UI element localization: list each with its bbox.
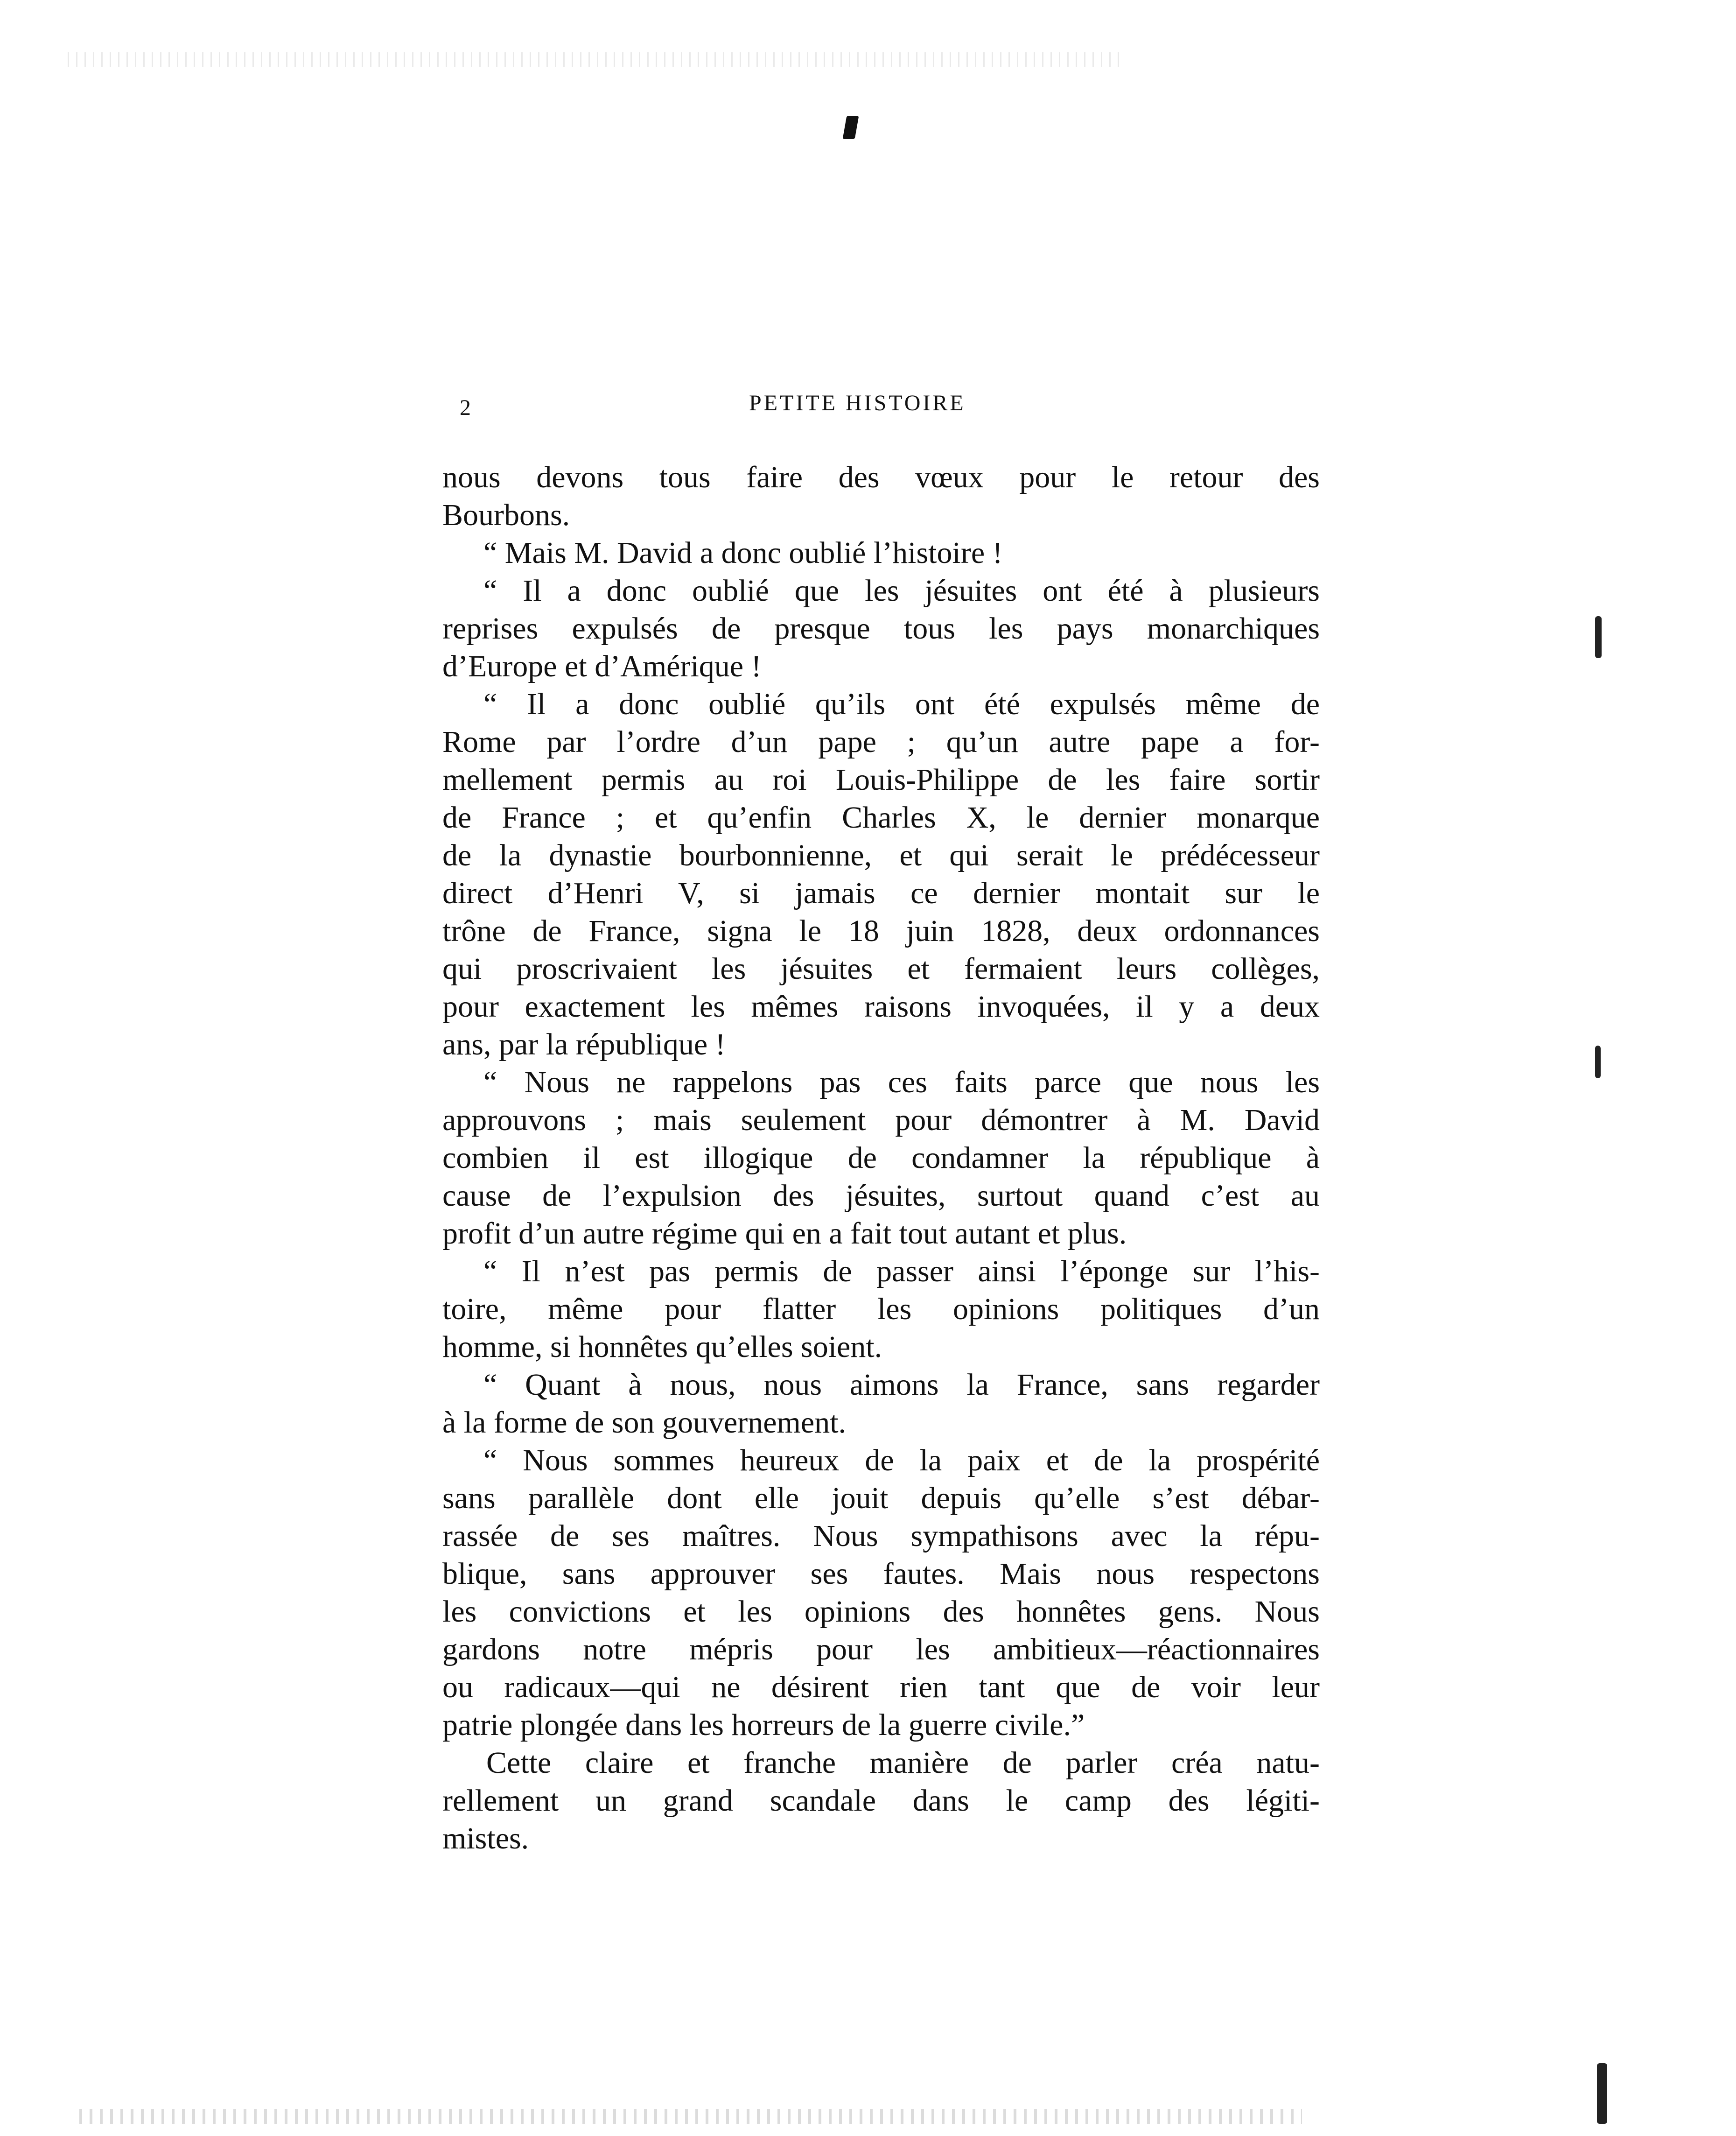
text-line: “ Il n’est pas permis de passer ainsi l’éponge sur l’his-	[483, 1254, 1320, 1288]
text-line: pour exactement les mêmes raisons invoquées, il y a deux	[442, 990, 1320, 1024]
scan-mark	[843, 116, 859, 139]
text-line: de France ; et qu’enfin Charles X, le dernier monarque	[442, 801, 1320, 835]
text-line: “ Nous sommes heureux de la paix et de la prospérité	[483, 1443, 1320, 1477]
body-text	[442, 458, 1320, 1857]
text-line: sans parallèle dont elle jouit depuis qu’elle s’est débar-	[442, 1481, 1320, 1515]
text-line: à la forme de son gouvernement.	[442, 1405, 847, 1440]
scan-edge-mark	[1597, 2063, 1607, 2124]
text-line: “ Quant à nous, nous aimons la France, sans regarder	[483, 1368, 1320, 1402]
running-title: PETITE HISTOIRE	[749, 391, 966, 415]
scan-edge-mark	[1595, 1046, 1601, 1078]
text-line: blique, sans approuver ses fautes. Mais nous respectons	[442, 1557, 1320, 1591]
text-line: trône de France, signa le 18 juin 1828, deux ordonnances	[442, 914, 1320, 948]
scan-noise-top	[68, 52, 1122, 67]
text-line: d’Europe et d’Amérique !	[442, 649, 762, 683]
text-line: Cette claire et franche manière de parler créa natu-	[486, 1746, 1320, 1780]
text-line: mellement permis au roi Louis-Philippe de les faire sortir	[442, 763, 1320, 797]
text-line: qui proscrivaient les jésuites et fermaient leurs collèges,	[442, 952, 1320, 986]
text-line: combien il est illogique de condamner la république à	[442, 1141, 1320, 1175]
text-line: Bourbons.	[442, 498, 570, 532]
text-line: “ Il a donc oublié qu’ils ont été expulsés même de	[483, 687, 1320, 721]
text-line: cause de l’expulsion des jésuites, surtout quand c’est au	[442, 1179, 1320, 1213]
text-line: approuvons ; mais seulement pour démontrer à M. David	[442, 1103, 1320, 1137]
text-line: de la dynastie bourbonnienne, et qui serait le prédécesseur	[442, 838, 1320, 872]
text-line: direct d’Henri V, si jamais ce dernier montait sur le	[442, 876, 1320, 910]
scan-edge-mark	[1595, 616, 1602, 658]
text-line: homme, si honnêtes qu’elles soient.	[442, 1330, 882, 1364]
text-line: mistes.	[442, 1821, 529, 1855]
scan-noise-bottom	[79, 2109, 1302, 2124]
text-line: “ Il a donc oublié que les jésuites ont été à plusieurs	[483, 574, 1320, 608]
text-line: “ Nous ne rappelons pas ces faits parce que nous les	[483, 1065, 1320, 1099]
running-head	[460, 392, 1001, 429]
text-line: “ Mais M. David a donc oublié l’histoire !	[483, 536, 1003, 570]
text-line: nous devons tous faire des vœux pour le retour des	[442, 460, 1320, 494]
text-line: patrie plongée dans les horreurs de la guerre civile.”	[442, 1708, 1085, 1742]
text-line: rellement un grand scandale dans le camp des légiti-	[442, 1784, 1320, 1818]
text-line: ans, par la république !	[442, 1027, 726, 1061]
text-line: reprises expulsés de presque tous les pays monarchiques	[442, 611, 1320, 646]
text-line: rassée de ses maîtres. Nous sympathisons avec la répu-	[442, 1519, 1320, 1553]
text-line: toire, même pour flatter les opinions politiques d’un	[442, 1292, 1320, 1326]
page-number: 2	[460, 395, 471, 420]
text-line: profit d’un autre régime qui en a fait tout autant et plus.	[442, 1216, 1127, 1251]
text-line: ou radicaux—qui ne désirent rien tant que de voir leur	[442, 1670, 1320, 1704]
text-line: Rome par l’ordre d’un pape ; qu’un autre pape a for-	[442, 725, 1320, 759]
text-line: les convictions et les opinions des honnêtes gens. Nous	[442, 1595, 1320, 1629]
text-line: gardons notre mépris pour les ambitieux—réactionnaires	[442, 1632, 1320, 1666]
